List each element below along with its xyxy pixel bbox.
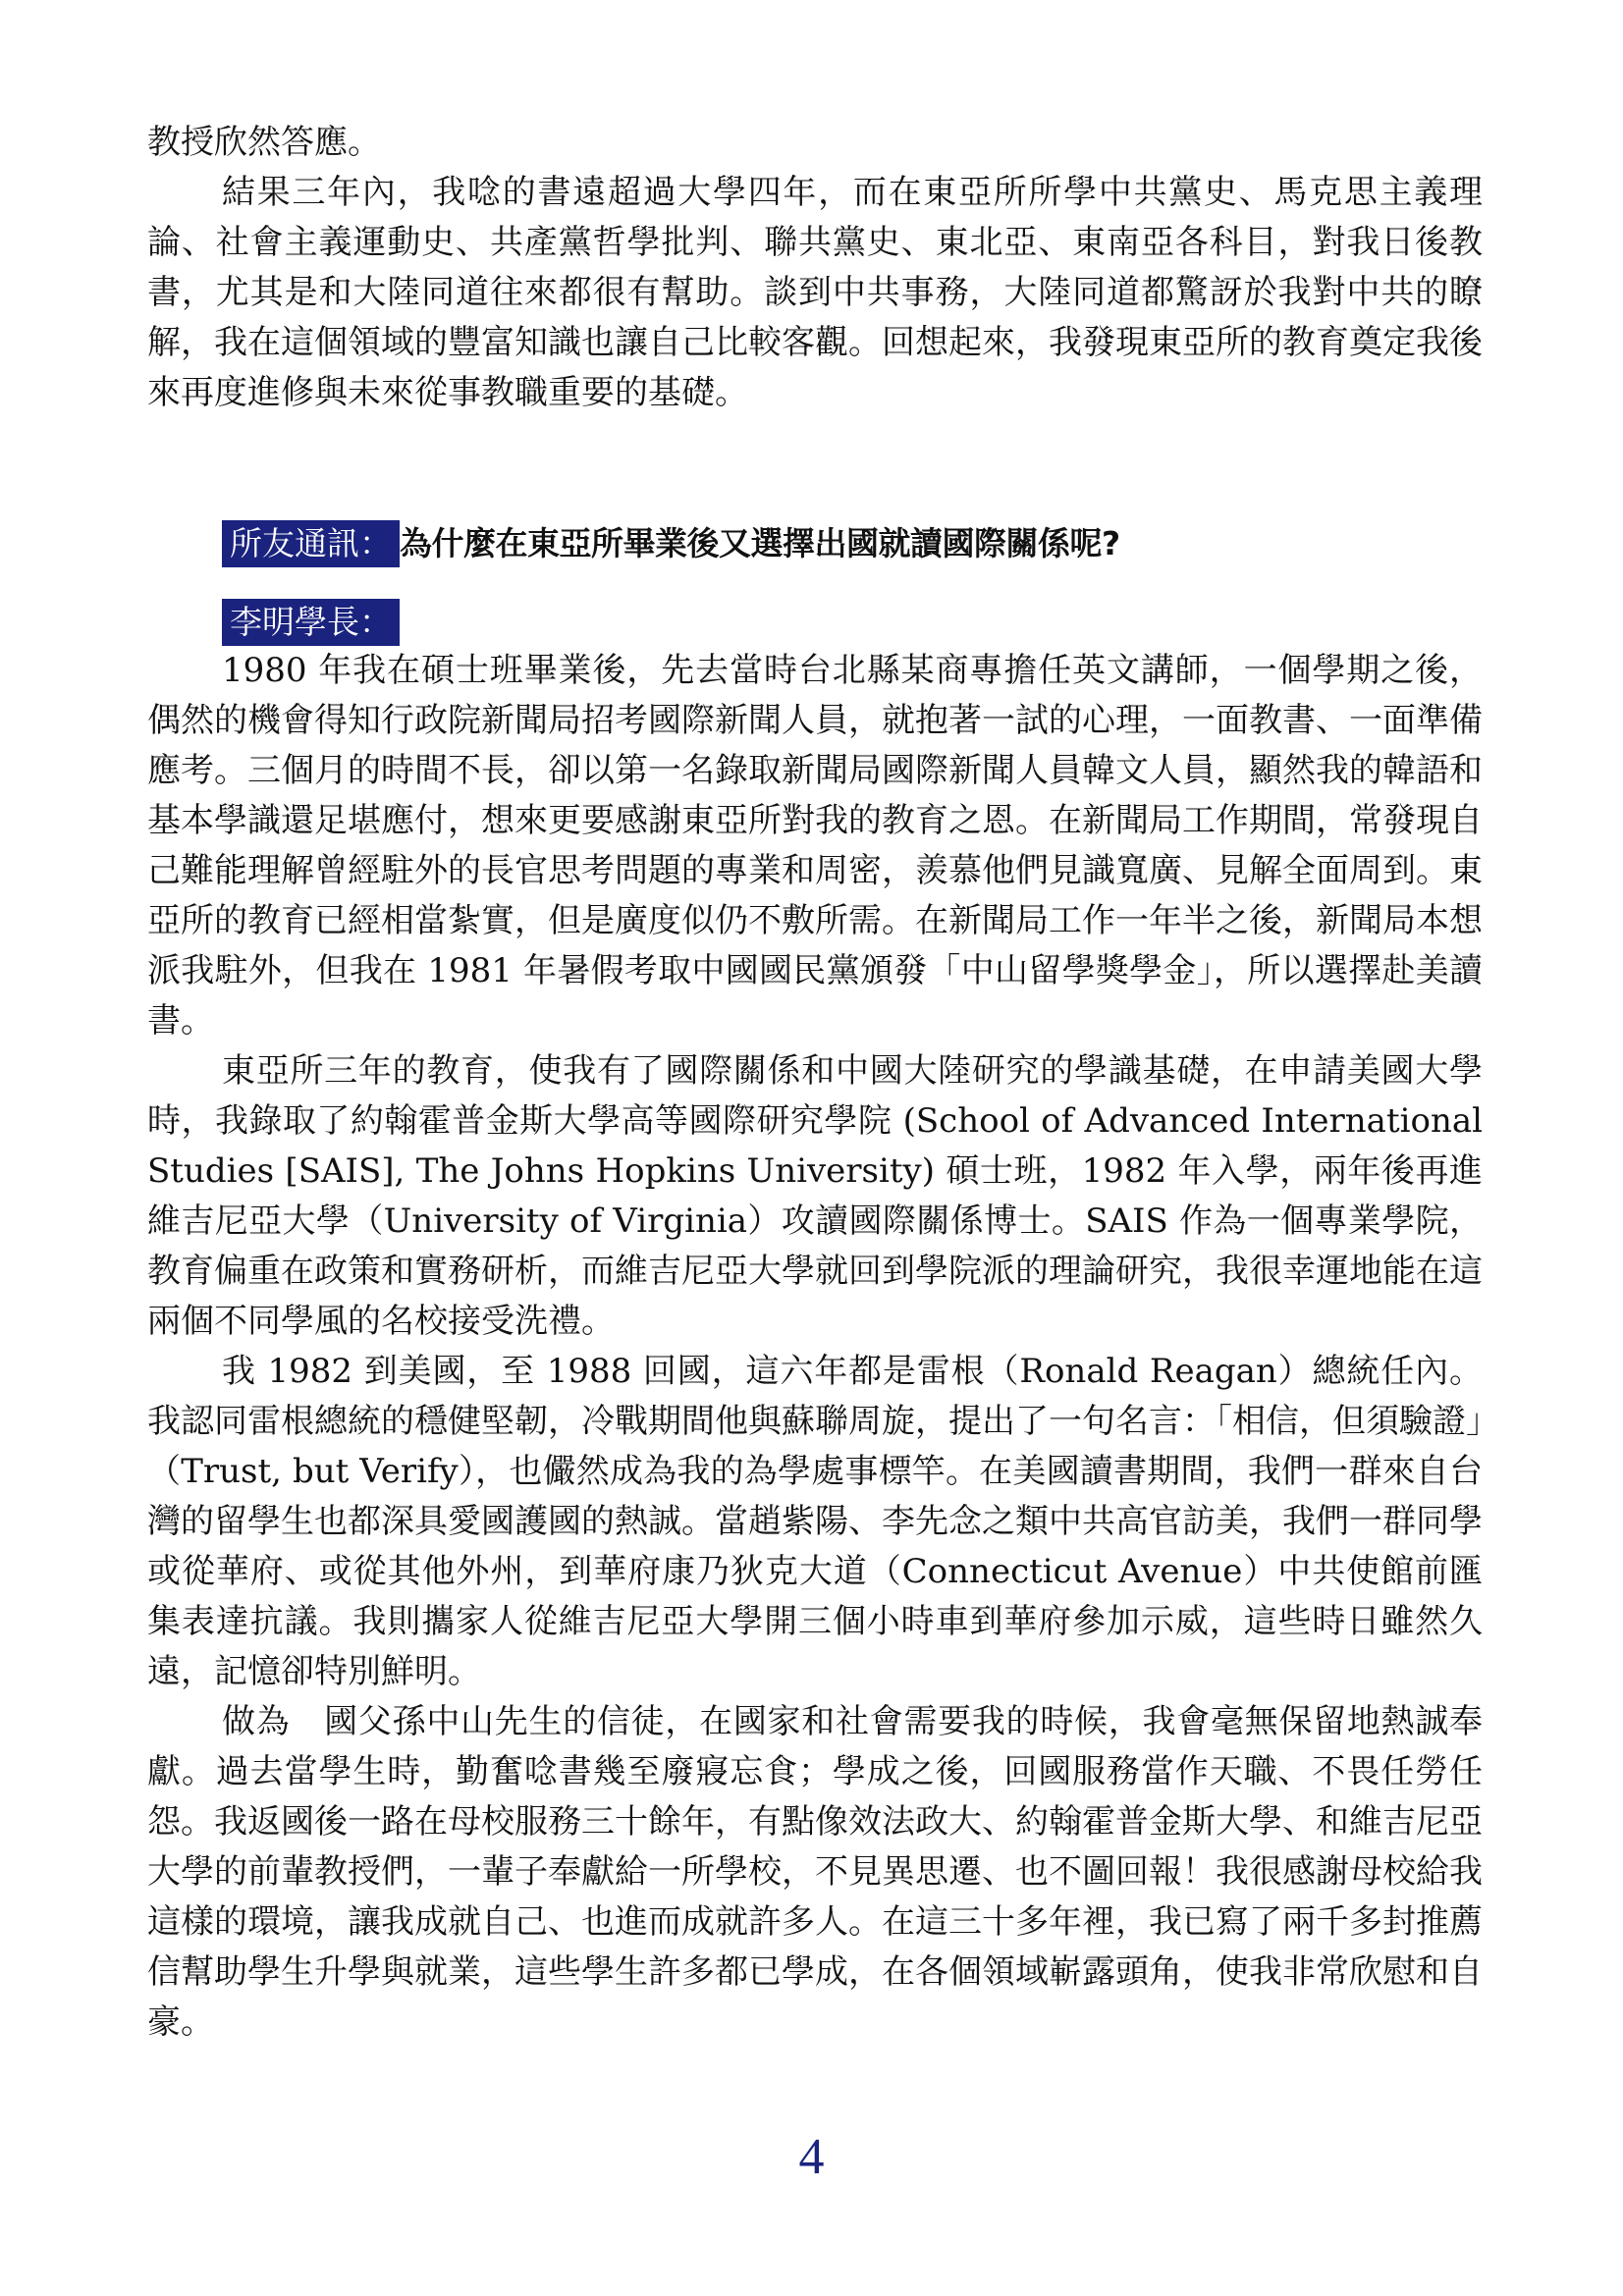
spacer xyxy=(147,418,1483,518)
question-text: 為什麼在東亞所畢業後又選擇出國就讀國際關係呢? xyxy=(400,524,1120,562)
answer-paragraph-3: 我 1982 到美國，至 1988 回國，這六年都是雷根（Ronald Reagan）總統任內。我認同雷根總統的穩健堅韌，冷戰期間他與蘇聯周旋，提出了一句名言：「相信，但須驗證」（Trust, but Verify），也儼然成為我的為學處事標竿。在美國讀書期間，我們一群來自台灣的留學生也都深具愛國護國的熱誠。當趙紫陽、李先念之類中共高官訪美，我們一群同學或從華府、或從其他外州，到華府康乃狄克大道（Connecticut Avenue）中共使館前匯集表達抗議。我則攜家人從維吉尼亞大學開三個小時車到華府參加示威，這些時日雖然久遠，記憶卻特別鮮明。 xyxy=(147,1352,1483,1691)
page-number: 4 xyxy=(798,2129,825,2185)
paragraph-continued: 教授欣然答應。 xyxy=(147,123,381,162)
spacer xyxy=(147,569,1483,599)
question-heading xyxy=(222,518,1483,569)
question-label: 所友通訊： xyxy=(222,520,400,567)
answer-label: 李明學長： xyxy=(222,599,400,646)
paragraph-east-asia-education: 結果三年內，我唸的書遠超過大學四年，而在東亞所所學中共黨史、馬克思主義理論、社會主義運動史、共產黨哲學批判、聯共黨史、東北亞、東南亞各科目，對我日後教書，尤其是和大陸同道往來都很有幫助。談到中共事務，大陸同道都驚訝於我對中共的瞭解，我在這個領域的豐富知識也讓自己比較客觀。回想起來，我發現東亞所的教育奠定我後來再度進修與未來從事教職重要的基礎。 xyxy=(147,173,1483,412)
answer-heading xyxy=(222,599,1483,646)
answer-paragraph-2: 東亞所三年的教育，使我有了國際關係和中國大陸研究的學識基礎，在申請美國大學時，我錄取了約翰霍普金斯大學高等國際研究學院 (School of Advanced International Studies [SAIS], The Johns Hopkins University) 碩士班，1982 年入學，兩年後再進維吉尼亞大學（University of Virginia）攻讀國際關係博士。SAIS 作為一個專業學院，教育偏重在政策和實務研析，而維吉尼亞大學就回到學院派的理論研究，我很幸運地能在這兩個不同學風的名校接受洗禮。 xyxy=(147,1051,1483,1341)
page-content xyxy=(147,118,1483,2048)
answer-paragraph-1: 1980 年我在碩士班畢業後，先去當時台北縣某商專擔任英文講師，一個學期之後，偶然的機會得知行政院新聞局招考國際新聞人員，就抱著一試的心理，一面教書、一面準備應考。三個月的時間不長，卻以第一名錄取新聞局國際新聞人員韓文人員，顯然我的韓語和基本學識還足堪應付，想來更要感謝東亞所對我的教育之恩。在新聞局工作期間，常發現自己難能理解曾經駐外的長官思考問題的專業和周密，羨慕他們見識寬廣、見解全面周到。東亞所的教育已經相當紮實，但是廣度似仍不敷所需。在新聞局工作一年半之後，新聞局本想派我駐外，但我在 1981 年暑假考取中國國民黨頒發「中山留學獎學金」，所以選擇赴美讀書。 xyxy=(147,651,1483,1041)
answer-paragraph-4: 做為 國父孫中山先生的信徒，在國家和社會需要我的時候，我會毫無保留地熱誠奉獻。過去當學生時，勤奮唸書幾至廢寢忘食；學成之後，回國服務當作天職、不畏任勞任怨。我返國後一路在母校服務三十餘年，有點像效法政大、約翰霍普金斯大學、和維吉尼亞大學的前輩教授們，一輩子奉獻給一所學校，不見異思遷、也不圖回報！我很感謝母校給我這樣的環境，讓我成就自己、也進而成就許多人。在這三十多年裡，我已寫了兩千多封推薦信幫助學生升學與就業，這些學生許多都已學成，在各個領域嶄露頭角，使我非常欣慰和自豪。 xyxy=(147,1702,1483,2042)
